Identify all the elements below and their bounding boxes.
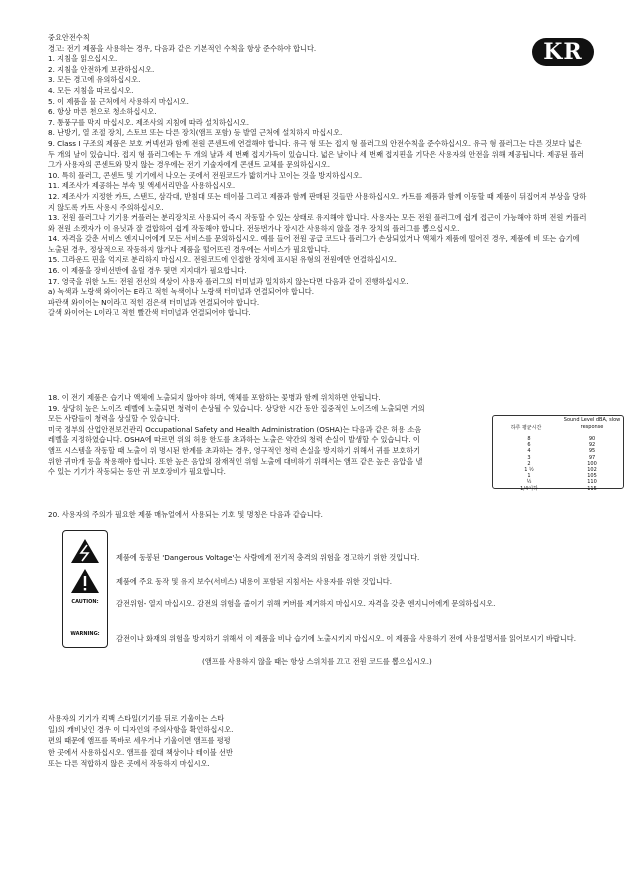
hours-cell: 1/4이하 — [520, 485, 538, 492]
note-line: 일)의 캐비닛인 경우 이 디자인의 주의사항을 확인하십시오. — [48, 725, 234, 735]
level-cell: 105 — [587, 473, 597, 480]
power-off-note: (앰프를 사용하지 않을 때는 항상 스위치를 끄고 전원 코드를 뽑으십시오.) — [202, 657, 432, 666]
level-cell: 100 — [587, 460, 597, 467]
level-cell: 102 — [587, 466, 597, 473]
instruction-item: 12. 제조사가 지정한 카트, 스탠드, 삼각대, 받침대 또는 테이블 그리고 제품과 함께 판매된 것들만 사용하십시오. 카트를 제품과 함께 이동할 때 제품이 뒤집어져 부상을 당하지 않도록 카트 사용시 주의하십시오. — [48, 191, 587, 212]
osha-sound-level-table — [492, 415, 624, 492]
hours-cell: 3 — [527, 454, 531, 461]
instruction-item: 9. Class I 구조의 제품은 보호 커넥션과 함께 전원 콘센트에 연결해야 합니다. 유극 형 또는 접지 형 플러그의 안전수칙을 준수하십시오. 유극 형 플러그는 다른 것보다 넓은 두 개의 날이 있습니다. 접지 형 플러그에는 두 개의 날과 세 번째 접지가득이 있습니다. 넓은 날이나 세 번째 접지핀을 기닥은 사용자의 안전을 위해 제공됩니다. 제공된 플러그가 사용자의 콘센트와 맞지 않는 경우에는 전기 기술자에게 콘센트 교체를 문의하십시오. — [48, 138, 585, 170]
kr-language-badge: KR — [532, 38, 594, 66]
hours-cell: ½ — [526, 479, 532, 486]
level-cell: 97 — [588, 454, 596, 461]
warning-label: WARNING: — [70, 631, 100, 637]
warning-symbols-graphic — [63, 531, 107, 647]
note-line: 사용자의 기기가 킥백 스타일(기기를 뒤로 기울이는 스타 — [48, 714, 225, 723]
instruction-item: 파란색 와이어는 N이라고 적힌 검은색 터미널과 연결되어야 합니다. — [48, 297, 260, 307]
instruction-item: 17. 영국을 위한 노트: 전원 전선의 색상이 사용자 플러그의 터미널과 일치하지 않는다면 다음과 같이 진행하십시오. — [48, 276, 409, 286]
warning-text: 감전이나 화재의 위험을 방지하기 위해서 이 제품을 비나 습기에 노출시키지 마십시오. 이 제품을 사용하기 전에 사용설명서를 읽어보시기 바랍니다. — [116, 634, 577, 643]
safety-instructions — [48, 33, 588, 319]
hours-column-header: 하루 평균시간 — [510, 425, 542, 431]
instruction-item: 3. 모든 경고에 유의하십시오. — [48, 75, 141, 85]
instruction-item: 19. 상당히 높은 노이즈 레벨에 노출되면 청력이 손상될 수 있습니다. 상당한 시간 동안 집중적인 노이즈에 노출되면 거의 모든 사람들이 청력을 상실할 수 있습니다. — [48, 403, 425, 424]
level-cell: 90 — [588, 436, 596, 442]
voltage-symbol-text: 제품에 동봉된 'Dangerous Voltage'는 사람에게 전기적 충격의 위험을 경고하기 위한 것입니다. — [116, 553, 420, 562]
instruction-item: 갈색 와이어는 L이라고 적힌 빨간색 터미널과 연결되어야 합니다. — [48, 308, 251, 318]
caution-label: CAUTION: — [71, 599, 99, 605]
note-line: 편의 때문에 앰프를 똑바로 세우거나 기울이면 앰프를 평평 — [48, 736, 231, 746]
hours-cell: 4 — [527, 448, 531, 455]
instruction-item: 5. 이 제품을 물 근처에서 사용하지 마십시오. — [48, 96, 189, 106]
warning-symbols-box — [62, 530, 108, 648]
hours-cell: 8 — [527, 436, 531, 442]
note-line: 한 곳에서 사용하십시오. 앰프를 절대 책상이나 테이블 선반 — [48, 747, 233, 757]
hours-cell: 1 ½ — [524, 466, 534, 473]
hours-cell: 1 — [527, 473, 531, 480]
instruction-item: 8. 난방기, 열 조절 장치, 스토브 또는 다른 장치(앰프 포함) 등 발열 근처에 설치하지 마십시오. — [48, 128, 343, 138]
hours-cell: 2 — [527, 460, 531, 467]
level-cell: 110 — [587, 479, 597, 486]
dangerous-voltage-icon — [71, 539, 99, 563]
noise-instructions — [48, 393, 426, 478]
instruction-item: 15. 그라운드 핀을 억지로 분리하지 마십시오. 전원코드에 인접한 장치에 표시된 유형의 전원에만 연결하십시오. — [48, 255, 397, 265]
kickback-cabinet-note — [48, 713, 288, 769]
instruction-item: 13. 전원 플러그나 기기용 커플러는 분리장치로 사용되어 즉시 작동할 수 있는 상태로 유지해야 합니다. 사용자는 모든 전원 플러그에 쉽게 접근이 가능해야 하며 전원 커플러와 전원 소켓자가 이 유닛과 잘 결합하여 쉽게 작동해야 합니다. 전등번가나 장시간 사용하지 않을 경우 장치의 플러그를 뽑으십시오. — [48, 213, 587, 233]
instruction-item: 6. 항상 마른 천으로 청소하십시오. — [48, 107, 157, 117]
instruction-item: 10. 특히 플러그, 콘센트 및 기기에서 나오는 곳에서 전원코드가 밟히거나 꼬이는 것을 방지하십시오. — [48, 170, 363, 180]
sound-table-rows — [493, 436, 623, 492]
note-line: 또는 다른 적합하지 않은 곳에서 작동하지 마십시오. — [48, 758, 210, 768]
exclamation-symbol-text: 제품에 주요 동작 및 유지 보수(서비스) 내용이 포함된 지침서는 사용자를 위한 것입니다. — [116, 577, 393, 586]
instruction-item: 7. 통풍구를 막지 마십시오. 제조사의 지침에 따라 설치하십시오. — [48, 117, 250, 127]
intro-warning: 경고: 전기 제품을 사용하는 경우, 다음과 같은 기본적인 수칙을 항상 준수하야 합니다. — [48, 43, 317, 53]
instruction-item: 14. 자격을 갖춘 서비스 엔지니어에게 모든 서비스를 문의하십시오. 예를 들어 전원 공급 코드나 플러그가 손상되었거나 액체가 제품에 떨어진 경우, 제품에 비 또는 습기에 노출된 경우, 정상적으로 작동하지 않거나 제품을 떨어뜨린 경우에는 서비스가 필요합니다. — [48, 234, 580, 254]
caution-text: 감전위험- 열지 마십시오. 감전의 위험을 줄이기 위해 커버를 제거하지 마십시오. 자격을 갖춘 엔지니어에게 문의하십시오. — [116, 599, 496, 608]
hours-cell: 6 — [527, 442, 531, 449]
instruction-item: 16. 이 제품을 장비선반에 올릴 경우 뒷면 지지대가 필요합니다. — [48, 266, 247, 276]
instruction-item-20: 20. 사용자의 주의가 필요한 제품 매뉴얼에서 사용되는 기호 및 명칭은 다음과 같습니다. — [48, 510, 323, 519]
sound-level-column-header: Sound Level dBA, slow response — [563, 417, 621, 430]
instruction-item: 1. 지침을 읽으십시오. — [48, 54, 118, 64]
instruction-item: 4. 모든 지침을 따르십시오. — [48, 85, 134, 95]
level-cell: 115 — [587, 485, 597, 492]
instruction-item: a) 녹색과 노랑색 와이어는 E라고 적힌 녹색이나 노랑색 터미널과 연결되어야 합니다. — [48, 287, 315, 297]
instruction-item: 11. 제조사가 제공하는 부속 및 액세서리만을 사용하십시오. — [48, 181, 236, 191]
level-cell: 92 — [588, 442, 596, 449]
instruction-item: 18. 이 전기 제품은 습기나 액체에 노출되지 않아야 하며, 액체를 포함하는 꽃병과 함께 위치하면 안됩니다. — [48, 393, 381, 402]
exclamation-icon — [71, 569, 99, 593]
table-row — [493, 486, 623, 492]
instruction-item: 2. 지침을 안전하게 보관하십시오. — [48, 64, 155, 74]
osha-paragraph: 미국 정부의 산업안전보건관리 Occupational Safety and Health Administration (OSHA)는 다음과 같은 허용 소음 레벨을 지정하였습니다. OSHA에 따르면 위의 허용 한도를 초과하는 노출은 약간의 청력 손실이 발생할 수 있습니다. 이 앰프 시스템을 작동할 때 노출이 위 명시된 한계를 초과하는 경우, 영구적인 청력 손실을 방지하기 위해서 귀를 보호하기 위한 귀마개 등을 착용해야 합니다. 또한 높은 음압의 잠재적인 위험 노출에 대비하기 위해서는 앰프 같은 높은 음압을 낼 수 있는 기기가 작동되는 동안 귀 보호장비가 필요합니다. — [48, 424, 423, 477]
section-title: 중요안전수칙 — [48, 33, 90, 42]
level-cell: 95 — [588, 448, 596, 455]
